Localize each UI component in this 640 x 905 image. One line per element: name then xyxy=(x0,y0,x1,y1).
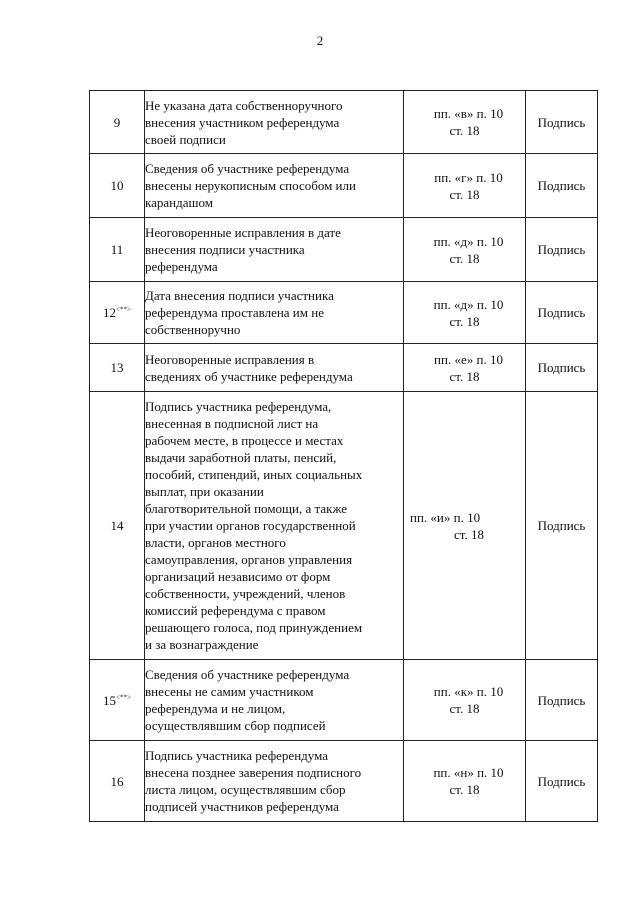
description-line: Неоговоренные исправления в дате xyxy=(145,225,341,240)
result-text: Подпись xyxy=(537,773,586,789)
description-line: пособий, стипендий, иных социальных xyxy=(145,467,363,482)
description-line: выплат, при оказании xyxy=(145,484,264,499)
table-row xyxy=(90,660,598,741)
description-cell xyxy=(145,282,404,344)
result-text: Подпись xyxy=(537,242,586,257)
result-text: Подпись xyxy=(537,114,586,130)
reference-cell xyxy=(404,154,526,218)
description-line: Сведения об участнике референдума xyxy=(145,667,350,682)
reference-line: пп. «к» п. 10 xyxy=(433,684,504,699)
result-text: Подпись xyxy=(537,692,586,708)
row-number: 15 xyxy=(103,692,117,708)
reference-cell xyxy=(404,218,526,282)
reference-line: пп. «н» п. 10 xyxy=(433,765,504,780)
description-line: при участии органов государственной xyxy=(145,518,356,533)
row-number: 11 xyxy=(110,242,124,257)
description-line: Не указана дата собственноручного xyxy=(145,97,343,113)
row-number: 9 xyxy=(113,114,121,130)
table-row xyxy=(90,741,598,822)
reference-line: ст. 18 xyxy=(449,701,480,716)
row-number: 13 xyxy=(110,360,124,375)
row-number-cell xyxy=(90,282,145,344)
description-cell xyxy=(145,344,404,392)
description-line: комиссий референдума с правом xyxy=(145,603,326,618)
description-line: Неоговоренные исправления в xyxy=(145,351,315,367)
description-cell xyxy=(145,91,404,154)
table-row xyxy=(90,218,598,282)
reference-cell xyxy=(404,282,526,344)
reference-line: ст. 18 xyxy=(449,250,480,266)
description-line: референдума проставлена им не xyxy=(145,305,324,320)
reference-line: ст. 18 xyxy=(449,782,480,797)
reference-cell xyxy=(404,660,526,741)
table-row xyxy=(90,282,598,344)
description-line: внесены нерукописным способом или xyxy=(145,178,356,193)
reference-line: пп. «г» п. 10 xyxy=(434,169,503,185)
reference-line: ст. 18 xyxy=(449,313,480,329)
description-line: референдума и не лицом, xyxy=(145,701,286,716)
reference-line: ст. 18 xyxy=(449,186,480,202)
description-line: внесены не самим участником xyxy=(145,684,314,699)
description-line: сведениях об участнике референдума xyxy=(145,368,353,384)
description-line: внесенная в подписной лист на xyxy=(145,416,319,431)
result-text: Подпись xyxy=(537,178,586,193)
reference-line: пп. «д» п. 10 xyxy=(433,296,504,312)
result-cell xyxy=(526,660,598,741)
result-cell xyxy=(526,218,598,282)
description-line: собственноручно xyxy=(145,322,241,337)
description-cell xyxy=(145,154,404,218)
description-line: внесена позднее заверения подписного xyxy=(145,765,362,780)
row-number-cell xyxy=(90,218,145,282)
description-line: благотворительной помощи, а также xyxy=(145,501,348,516)
violations-table xyxy=(89,90,598,822)
description-line: Подпись участника референдума xyxy=(145,748,329,763)
row-number: 12 xyxy=(103,305,117,320)
reference-line: пп. «и» п. 10 xyxy=(410,509,481,525)
result-text: Подпись xyxy=(537,518,586,533)
footnote-marker: <**> xyxy=(116,693,131,702)
description-cell xyxy=(145,218,404,282)
table-row xyxy=(90,91,598,154)
description-line: внесения подписи участника xyxy=(145,242,305,257)
row-number-cell xyxy=(90,392,145,660)
result-text: Подпись xyxy=(537,360,586,375)
description-line: самоуправления, органов управления xyxy=(145,552,353,567)
result-cell xyxy=(526,282,598,344)
description-line: Сведения об участнике референдума xyxy=(145,161,350,176)
description-line: выдачи заработной платы, пенсий, xyxy=(145,450,337,465)
page-number: 2 xyxy=(316,33,324,48)
reference-cell xyxy=(404,392,526,660)
reference-line: ст. 18 xyxy=(449,123,480,138)
row-number-cell xyxy=(90,91,145,154)
description-cell xyxy=(145,741,404,822)
description-line: подписей участников референдума xyxy=(145,799,339,814)
description-line: своей подписи xyxy=(145,131,226,147)
result-text: Подпись xyxy=(537,305,586,320)
result-cell xyxy=(526,741,598,822)
result-cell xyxy=(526,392,598,660)
description-line: внесения участником референдума xyxy=(145,114,340,130)
row-number: 10 xyxy=(110,178,124,193)
description-line: осуществлявшим сбор подписей xyxy=(145,718,326,733)
row-number-cell xyxy=(90,660,145,741)
result-cell xyxy=(526,344,598,392)
description-cell xyxy=(145,392,404,660)
description-line: карандашом xyxy=(145,195,213,210)
description-line: рабочем месте, в процессе и местах xyxy=(145,433,344,448)
table-row xyxy=(90,392,598,660)
row-number-cell xyxy=(90,344,145,392)
table-row xyxy=(90,154,598,218)
table-row xyxy=(90,344,598,392)
result-cell xyxy=(526,91,598,154)
description-line: власти, органов местного xyxy=(145,535,286,550)
row-number: 14 xyxy=(110,518,124,533)
description-line: и за вознаграждение xyxy=(145,637,259,652)
reference-cell xyxy=(404,741,526,822)
description-line: организаций независимо от форм xyxy=(145,569,331,584)
row-number: 16 xyxy=(110,773,124,789)
result-cell xyxy=(526,154,598,218)
row-number-cell xyxy=(90,741,145,822)
description-line: собственности, учреждений, членов xyxy=(145,586,346,601)
description-line: листа лицом, осуществлявшим сбор xyxy=(145,782,346,797)
description-line: решающего голоса, под принуждением xyxy=(145,620,363,635)
reference-line: пп. «в» п. 10 xyxy=(433,106,504,121)
row-number-cell xyxy=(90,154,145,218)
footnote-marker: <**> xyxy=(116,305,131,314)
reference-line: ст. 18 xyxy=(454,526,484,542)
description-cell xyxy=(145,660,404,741)
reference-line: ст. 18 xyxy=(449,368,480,384)
description-line: Дата внесения подписи участника xyxy=(145,288,334,303)
reference-cell xyxy=(404,91,526,154)
reference-line: пп. «д» п. 10 xyxy=(433,233,504,249)
reference-line: пп. «е» п. 10 xyxy=(434,351,503,367)
description-line: референдума xyxy=(145,259,218,274)
description-line: Подпись участника референдума, xyxy=(145,399,332,414)
reference-cell xyxy=(404,344,526,392)
